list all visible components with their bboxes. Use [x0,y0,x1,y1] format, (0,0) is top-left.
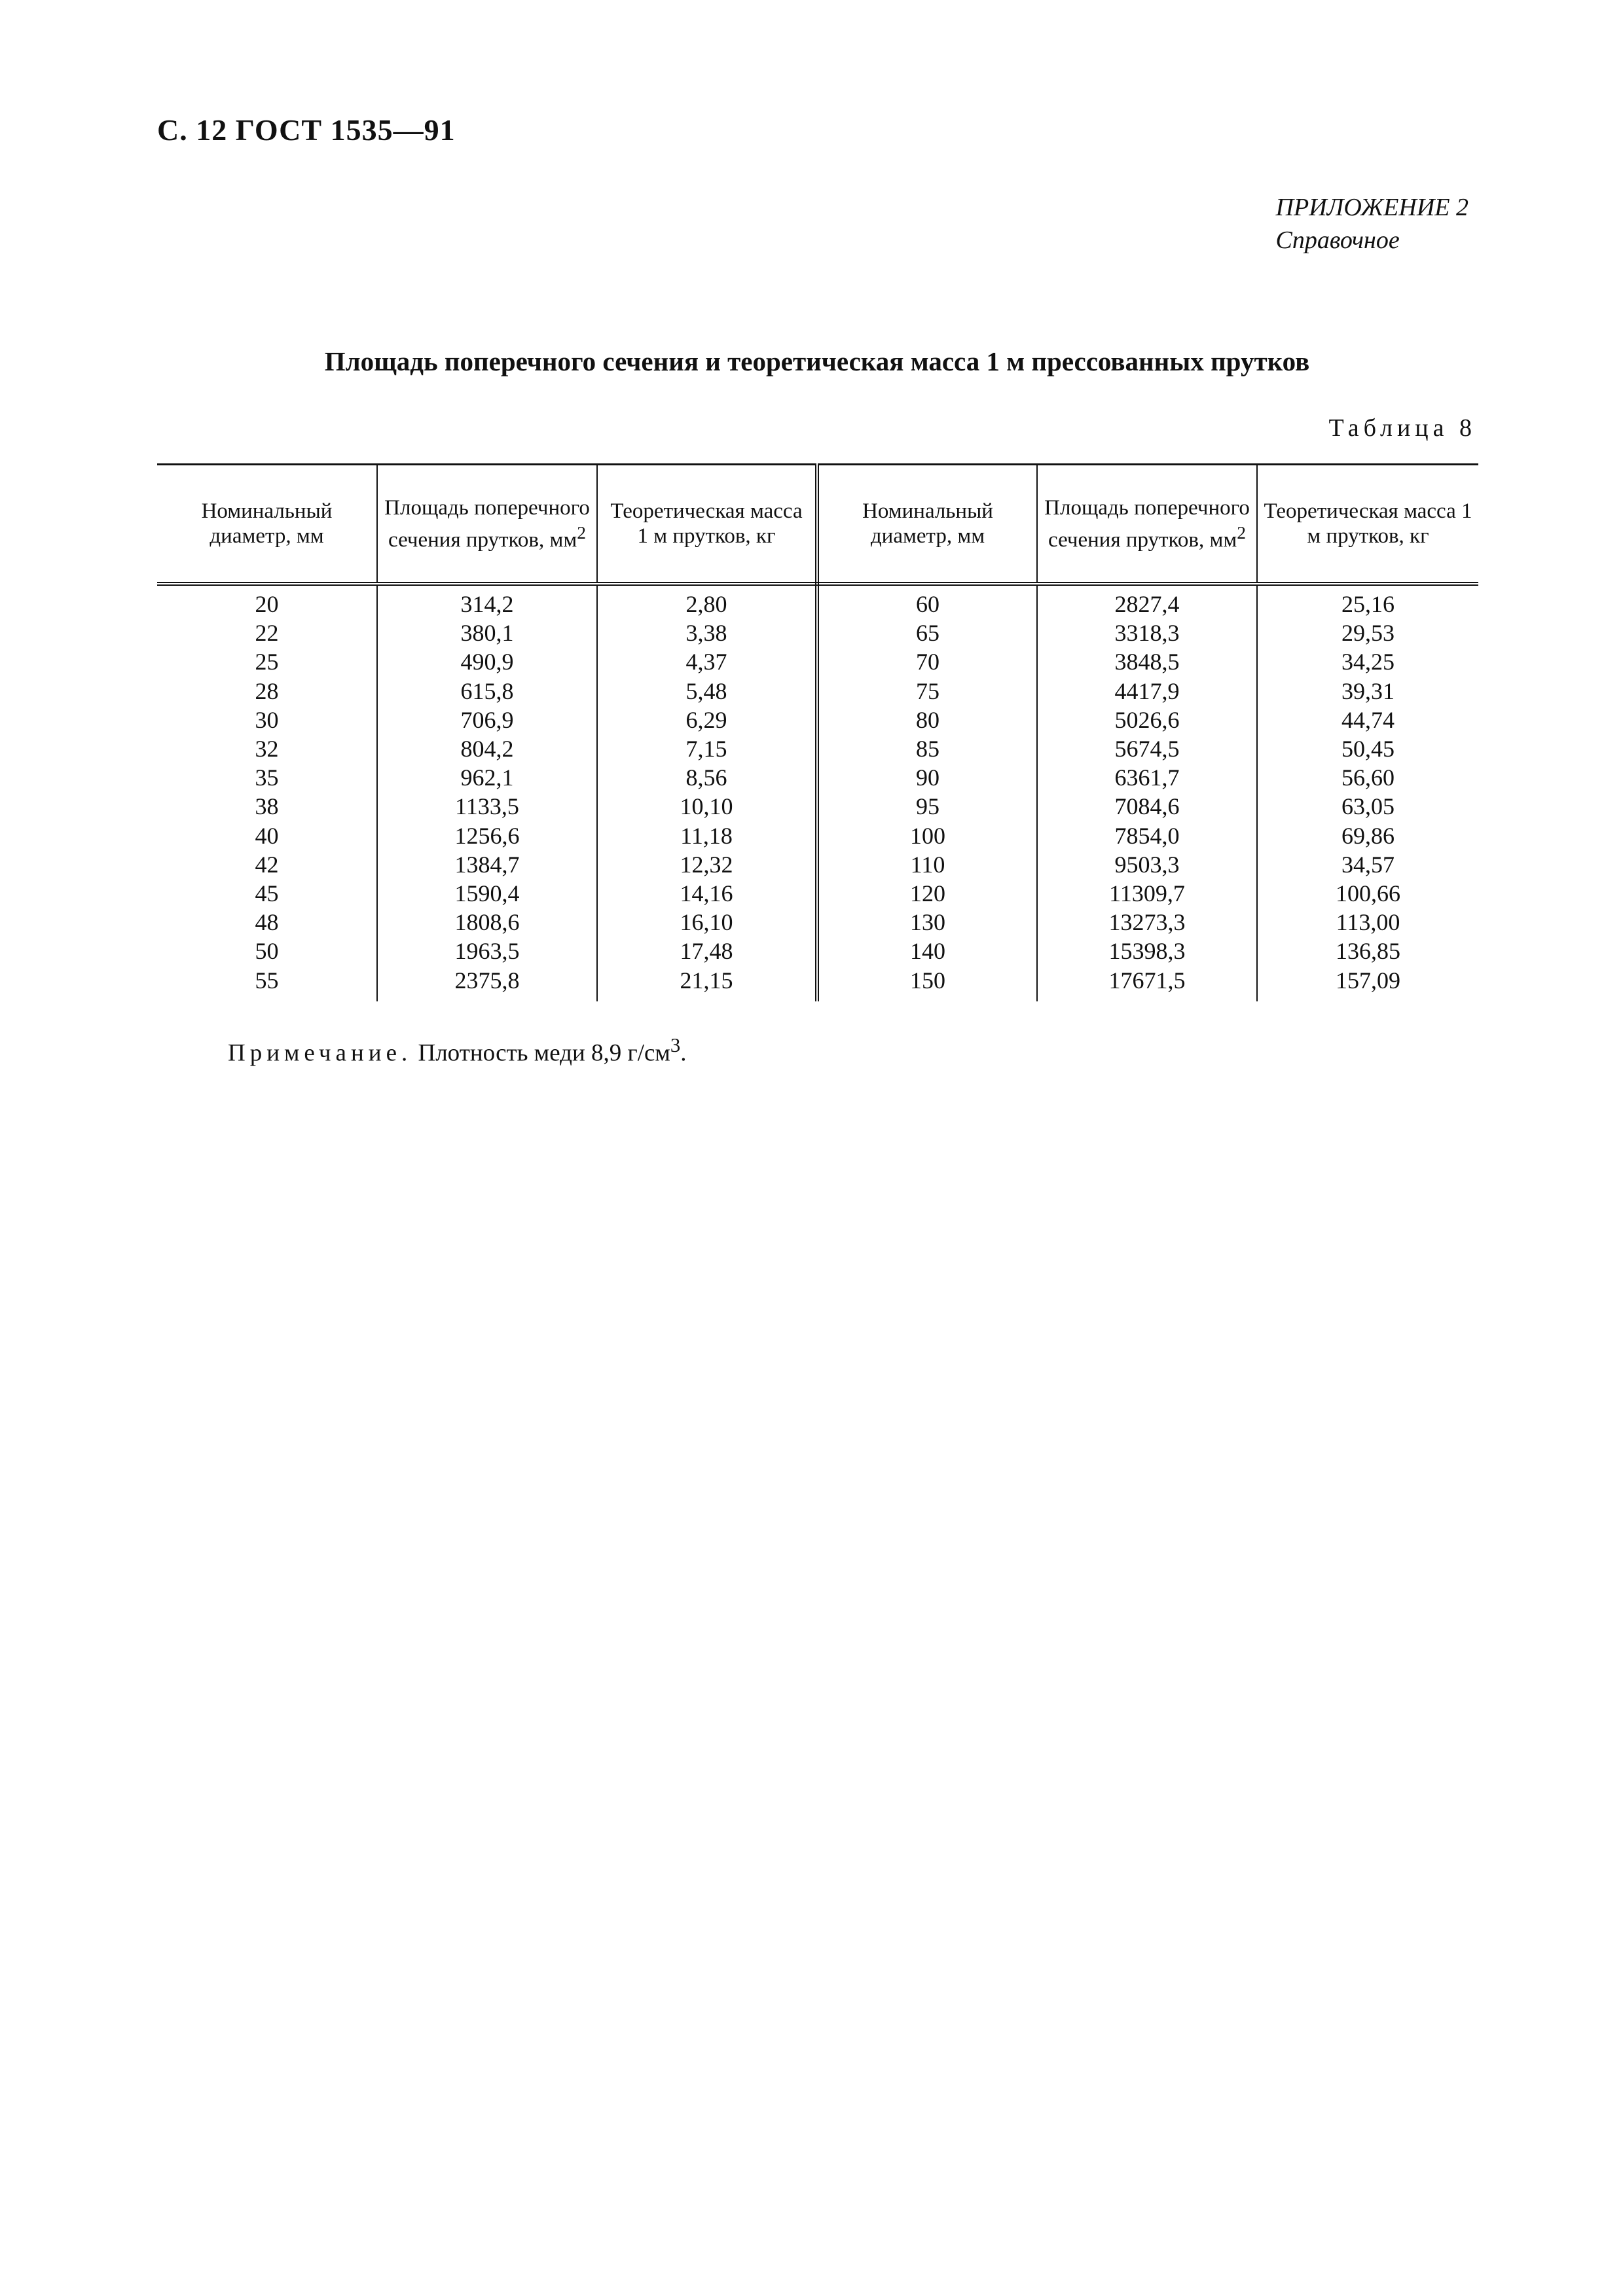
area-cell: 490,9 [377,647,597,676]
header-diameter: Номинальный диаметр, мм [157,465,377,584]
area-cell: 1590,4 [377,879,597,908]
note-sup: 3 [670,1034,681,1056]
header-mass: Теоретическая масса 1 м прутков, кг [597,465,817,584]
table-row [157,850,1478,879]
table-label: Таблица 8 [1328,414,1476,442]
mass-cell: 3,38 [597,619,817,647]
header-area-text: Площадь поперечного сечения прутков, мм [384,495,590,552]
table-row [157,647,1478,676]
page-header: С. 12 ГОСТ 1535—91 [157,113,456,147]
header-area-sup: 2 [577,522,586,543]
mass-cell-2: 25,16 [1341,591,1395,617]
mass-cell-2: 63,05 [1341,793,1395,820]
mass-cell: 21,15 [597,966,817,1001]
diameter-cell-2: 120 [817,879,1037,908]
diameter-cell-2: 95 [817,792,1037,821]
mass-cell: 12,32 [597,850,817,879]
header-area [377,465,597,584]
diameter-cell-2: 75 [817,677,1037,706]
table-row [157,734,1478,763]
mass-cell: 4,37 [597,647,817,676]
mass-cell: 17,48 [597,937,817,965]
area-cell-2: 15398,3 [1037,937,1257,965]
diameter-cell: 45 [157,879,377,908]
appendix-title: ПРИЛОЖЕНИЕ 2 [1275,194,1468,221]
area-cell: 804,2 [377,734,597,763]
table-row [157,966,1478,1001]
mass-cell-2: 50,45 [1341,736,1395,762]
table-row [157,677,1478,706]
diameter-cell: 40 [157,821,377,850]
area-cell-2: 5674,5 [1037,734,1257,763]
mass-cell-2: 69,86 [1341,822,1395,849]
diameter-cell: 48 [157,908,377,937]
mass-cell-2: 113,00 [1336,909,1400,936]
mass-cell: 2,80 [597,584,817,619]
area-cell: 380,1 [377,619,597,647]
area-cell-2: 6361,7 [1037,763,1257,792]
table-header-row [157,465,1478,584]
mass-cell: 10,10 [597,792,817,821]
diameter-cell-2: 85 [817,734,1037,763]
area-cell-2: 3318,3 [1037,619,1257,647]
table-row [157,584,1478,619]
diameter-cell: 30 [157,706,377,734]
diameter-cell: 22 [157,619,377,647]
diameter-cell: 55 [157,966,377,1001]
note-text: Плотность меди 8,9 г/см [418,1039,670,1067]
mass-cell: 11,18 [597,821,817,850]
table-row [157,619,1478,647]
diameter-cell: 50 [157,937,377,965]
table-row [157,763,1478,792]
diameter-cell-2: 80 [817,706,1037,734]
area-cell: 1808,6 [377,908,597,937]
table-row [157,937,1478,965]
diameter-cell: 28 [157,677,377,706]
diameter-cell-2: 90 [817,763,1037,792]
area-cell: 314,2 [377,584,597,619]
area-cell: 962,1 [377,763,597,792]
table-row [157,821,1478,850]
area-cell: 1963,5 [377,937,597,965]
document-title: Площадь поперечного сечения и теоретическая масса 1 м прессованных прутков [324,346,1310,376]
mass-cell-2: 56,60 [1341,764,1395,791]
header-diameter-2: Номинальный диаметр, мм [817,465,1037,584]
area-cell: 706,9 [377,706,597,734]
diameter-cell: 35 [157,763,377,792]
appendix-block [1276,191,1468,257]
mass-cell-2: 34,25 [1341,649,1395,675]
area-cell-2: 11309,7 [1037,879,1257,908]
area-cell: 615,8 [377,677,597,706]
area-cell-2: 5026,6 [1037,706,1257,734]
mass-cell-2: 157,09 [1336,967,1400,994]
diameter-cell-2: 70 [817,647,1037,676]
area-cell: 1256,6 [377,821,597,850]
area-cell: 1384,7 [377,850,597,879]
mass-cell: 5,48 [597,677,817,706]
diameter-cell-2: 130 [817,908,1037,937]
table-row [157,792,1478,821]
diameter-cell-2: 65 [817,619,1037,647]
area-cell-2: 17671,5 [1037,966,1257,1001]
area-cell-2: 9503,3 [1037,850,1257,879]
diameter-cell-2: 110 [817,850,1037,879]
table-row [157,706,1478,734]
header-area-2 [1037,465,1257,584]
diameter-cell-2: 150 [817,966,1037,1001]
diameter-cell: 20 [157,584,377,619]
note-tail: . [680,1039,687,1067]
appendix-subtitle: Справочное [1275,226,1400,254]
header-mass-2: Теоретическая масса 1 м прутков, кг [1257,465,1478,584]
mass-cell-2: 39,31 [1341,677,1395,704]
table-body [157,584,1478,1001]
mass-cell-2: 29,53 [1341,620,1395,647]
mass-cell-2: 44,74 [1341,706,1395,733]
area-cell-2: 3848,5 [1037,647,1257,676]
area-cell-2: 7854,0 [1037,821,1257,850]
area-cell: 2375,8 [377,966,597,1001]
diameter-cell: 38 [157,792,377,821]
mass-cell: 16,10 [597,908,817,937]
table-row [157,908,1478,937]
diameter-cell: 42 [157,850,377,879]
diameter-cell: 32 [157,734,377,763]
table-row [157,879,1478,908]
mass-cell: 7,15 [597,734,817,763]
diameter-cell: 25 [157,647,377,676]
diameter-cell-2: 100 [817,821,1037,850]
header-area-sup-2: 2 [1237,522,1246,543]
mass-cell: 6,29 [597,706,817,734]
data-table [157,463,1478,1001]
mass-cell: 14,16 [597,879,817,908]
note-label: Примечание. [228,1039,412,1067]
diameter-cell-2: 60 [817,584,1037,619]
area-cell-2: 13273,3 [1037,908,1257,937]
area-cell-2: 2827,4 [1037,584,1257,619]
mass-cell: 8,56 [597,763,817,792]
mass-cell-2: 100,66 [1336,880,1400,907]
mass-cell-2: 136,85 [1336,938,1400,965]
note [228,1034,687,1067]
area-cell-2: 4417,9 [1037,677,1257,706]
diameter-cell-2: 140 [817,937,1037,965]
header-area-text-2: Площадь поперечного сечения прутков, мм [1044,495,1250,552]
area-cell-2: 7084,6 [1037,792,1257,821]
mass-cell-2: 34,57 [1341,851,1395,878]
area-cell: 1133,5 [377,792,597,821]
